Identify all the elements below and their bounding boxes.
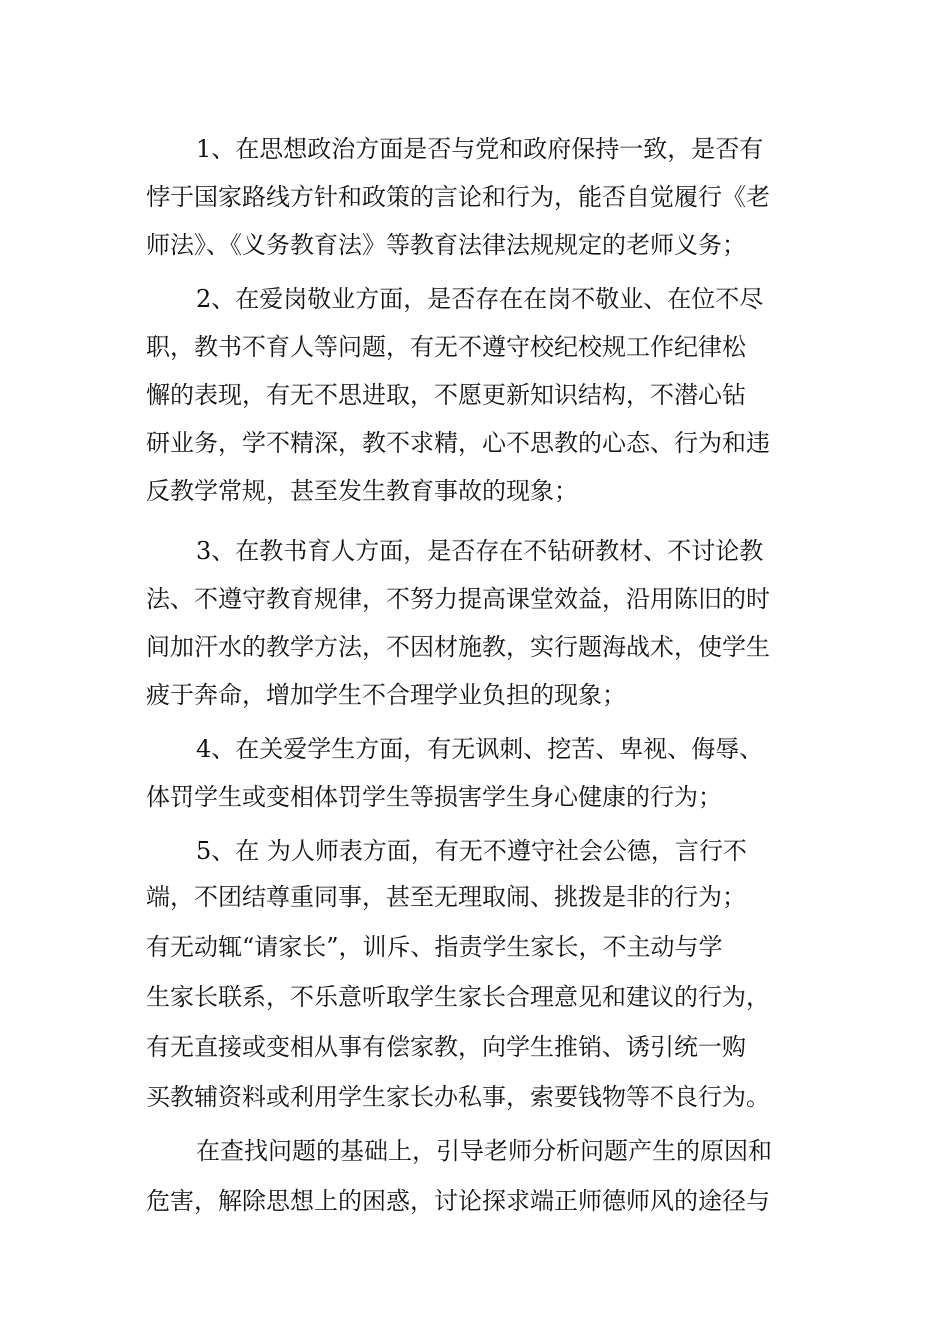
paragraph-5-line-3: 有无动辄“请家长”，训斥、指责学生家长，不主动与学	[146, 933, 723, 961]
paragraph-1-line-1: 1、在思想政治方面是否与党和政府保持一致，是否有	[196, 135, 764, 163]
paragraph-2-line-4: 研业务，学不精深，教不求精，心不思教的心态、行为和违	[146, 429, 770, 457]
paragraph-2-line-2: 职，教书不育人等问题，有无不遵守校纪校规工作纪律松	[146, 333, 746, 361]
paragraph-2-line-1: 2、在爱岗敬业方面，是否存在在岗不敬业、在位不尽	[196, 285, 764, 313]
paragraph-6-line-1: 在查找问题的基础上，引导老师分析问题产生的原因和	[196, 1137, 772, 1165]
paragraph-3-line-2: 法、不遵守教育规律，不努力提高课堂效益，沿用陈旧的时	[146, 585, 770, 613]
paragraph-5-line-4: 生家长联系，不乐意听取学生家长合理意见和建议的行为，	[146, 983, 770, 1011]
paragraph-5-line-1: 5、在 为人师表方面，有无不遵守社会公德，言行不	[196, 837, 747, 865]
paragraph-5-line-6: 买教辅资料或利用学生家长办私事，索要钱物等不良行为。	[146, 1083, 770, 1111]
paragraph-6-line-2: 危害，解除思想上的困惑，讨论探求端正师德师风的途径与	[146, 1187, 770, 1215]
paragraph-2-line-3: 懈的表现，有无不思进取，不愿更新知识结构，不潜心钻	[146, 381, 746, 409]
paragraph-3-line-3: 间加汗水的教学方法，不因材施教，实行题海战术，使学生	[146, 633, 770, 661]
paragraph-5-line-2: 端，不团结尊重同事，甚至无理取闹、挑拨是非的行为；	[146, 883, 746, 911]
paragraph-3-line-4: 疲于奔命，增加学生不合理学业负担的现象；	[146, 681, 626, 709]
paragraph-4-line-1: 4、在关爱学生方面，有无讽刺、挖苦、卑视、侮辱、	[196, 735, 764, 763]
paragraph-3-line-1: 3、在教书育人方面，是否存在不钻研教材、不讨论教	[196, 537, 764, 565]
paragraph-4-line-2: 体罚学生或变相体罚学生等损害学生身心健康的行为；	[146, 783, 722, 811]
paragraph-2-line-5: 反教学常规，甚至发生教育事故的现象；	[146, 477, 578, 505]
paragraph-5-line-5: 有无直接或变相从事有偿家教，向学生推销、诱引统一购	[146, 1033, 746, 1061]
paragraph-1-line-2: 悖于国家路线方针和政策的言论和行为，能否自觉履行《老	[146, 183, 770, 211]
paragraph-1-line-3: 师法》、《义务教育法》等教育法律法规规定的老师义务；	[146, 231, 746, 259]
